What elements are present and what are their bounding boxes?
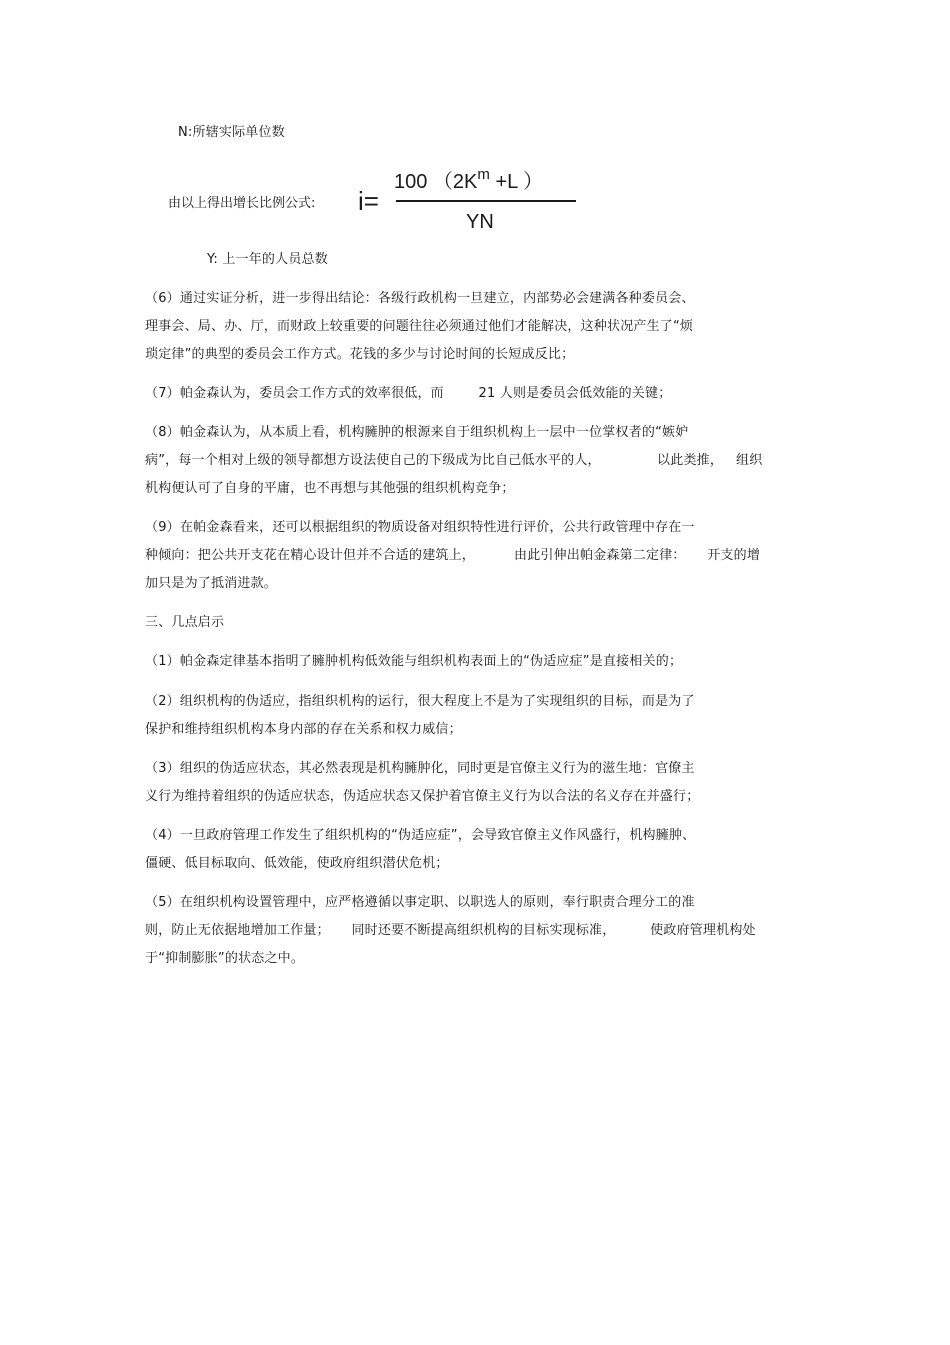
paragraph-8-line-1: （8）帕金森认为，从本质上看，机构臃肿的根源来自于组织机构上一层中一位掌权者的“嫉妒 <box>145 425 689 440</box>
point-1-line-1: （1）帕金森定律基本指明了臃肿机构低效能与组织机构表面上的“伪适应症”是直接相关的； <box>145 654 683 669</box>
paragraph-9-line-2: 种倾向：把公共开支花在精心设计但并不合适的建筑上， 由此引伸出帕金森第二定律： 开支的增 <box>145 548 761 563</box>
paragraph-7-line-1: （7）帕金森认为，委员会工作方式的效率很低，而 21 人则是委员会低效能的关键； <box>145 386 672 401</box>
paragraph-6-line-1: （6）通过实证分析，进一步得出结论：各级行政机构一旦建立，内部势必会建满各种委员会、 <box>145 291 695 306</box>
paragraph-9-line-3: 加只是为了抵消进款。 <box>145 576 278 591</box>
definition-y: Y: 上一年的人员总数 <box>207 252 328 267</box>
paragraph-6-line-3: 琐定律”的典型的委员会工作方式。花钱的多少与讨论时间的长短成反比； <box>145 347 575 362</box>
formula-intro-text: 由以上得出增长比例公式: <box>168 196 316 211</box>
section-3-heading: 三、几点启示 <box>145 615 225 630</box>
point-2-line-1: （2）组织机构的伪适应，指组织机构的运行，很大程度上不是为了实现组织的目标，而是为了 <box>145 694 695 709</box>
point-5-line-3: 于“抑制膨胀”的状态之中。 <box>145 951 305 966</box>
point-4-line-2: 僵硬、低目标取向、低效能，使政府组织潜伏危机； <box>145 856 449 871</box>
point-3-line-1: （3）组织的伪适应状态，其必然表现是机构臃肿化，同时更是官僚主义行为的滋生地：官僚主 <box>145 761 695 776</box>
formula-numerator-pre: 100 （2K <box>394 171 478 193</box>
point-4-line-1: （4）一旦政府管理工作发生了组织机构的“伪适应症”，会导致官僚主义作风盛行，机构臃肿、 <box>145 828 696 843</box>
paragraph-8-line-2: 病”，每一个相对上级的领导都想方设法使自己的下级成为比自己低水平的人， 以此类推， 组织 <box>145 453 763 468</box>
point-3-line-2: 义行为维持着组织的伪适应状态，伪适应状态又保护着官僚主义行为以合法的名义存在并盛行； <box>145 789 700 804</box>
paragraph-6-line-2: 理事会、局、办、厅，而财政上较重要的问题往往必须通过他们才能解决，这种状况产生了“烦 <box>145 319 694 334</box>
paragraph-9-line-1: （9）在帕金森看来，还可以根据组织的物质设备对组织特性进行评价，公共行政管理中存在一 <box>145 520 695 535</box>
formula-numerator <box>394 166 544 196</box>
paragraph-8-line-3: 机构便认可了自身的平庸，也不再想与其他强的组织机构竞争； <box>145 481 515 496</box>
definition-n: N:所辖实际单位数 <box>178 125 285 140</box>
formula-denominator: YN <box>466 211 494 233</box>
formula-lhs: i= <box>358 186 379 216</box>
point-5-line-1: （5）在组织机构设置管理中，应严格遵循以事定职、以职选人的原则，奉行职责合理分工的准 <box>145 895 695 910</box>
point-5-line-2: 则，防止无依据地增加工作量； 同时还要不断提高组织机构的目标实现标准， 使政府管理机构处 <box>145 923 756 938</box>
formula-fraction-bar <box>396 200 576 202</box>
formula-exponent: m <box>477 166 490 183</box>
point-2-line-2: 保护和维持组织机构本身内部的存在关系和权力威信； <box>145 722 462 737</box>
formula-numerator-post: +L ） <box>489 171 544 193</box>
growth-rate-formula <box>358 164 598 240</box>
